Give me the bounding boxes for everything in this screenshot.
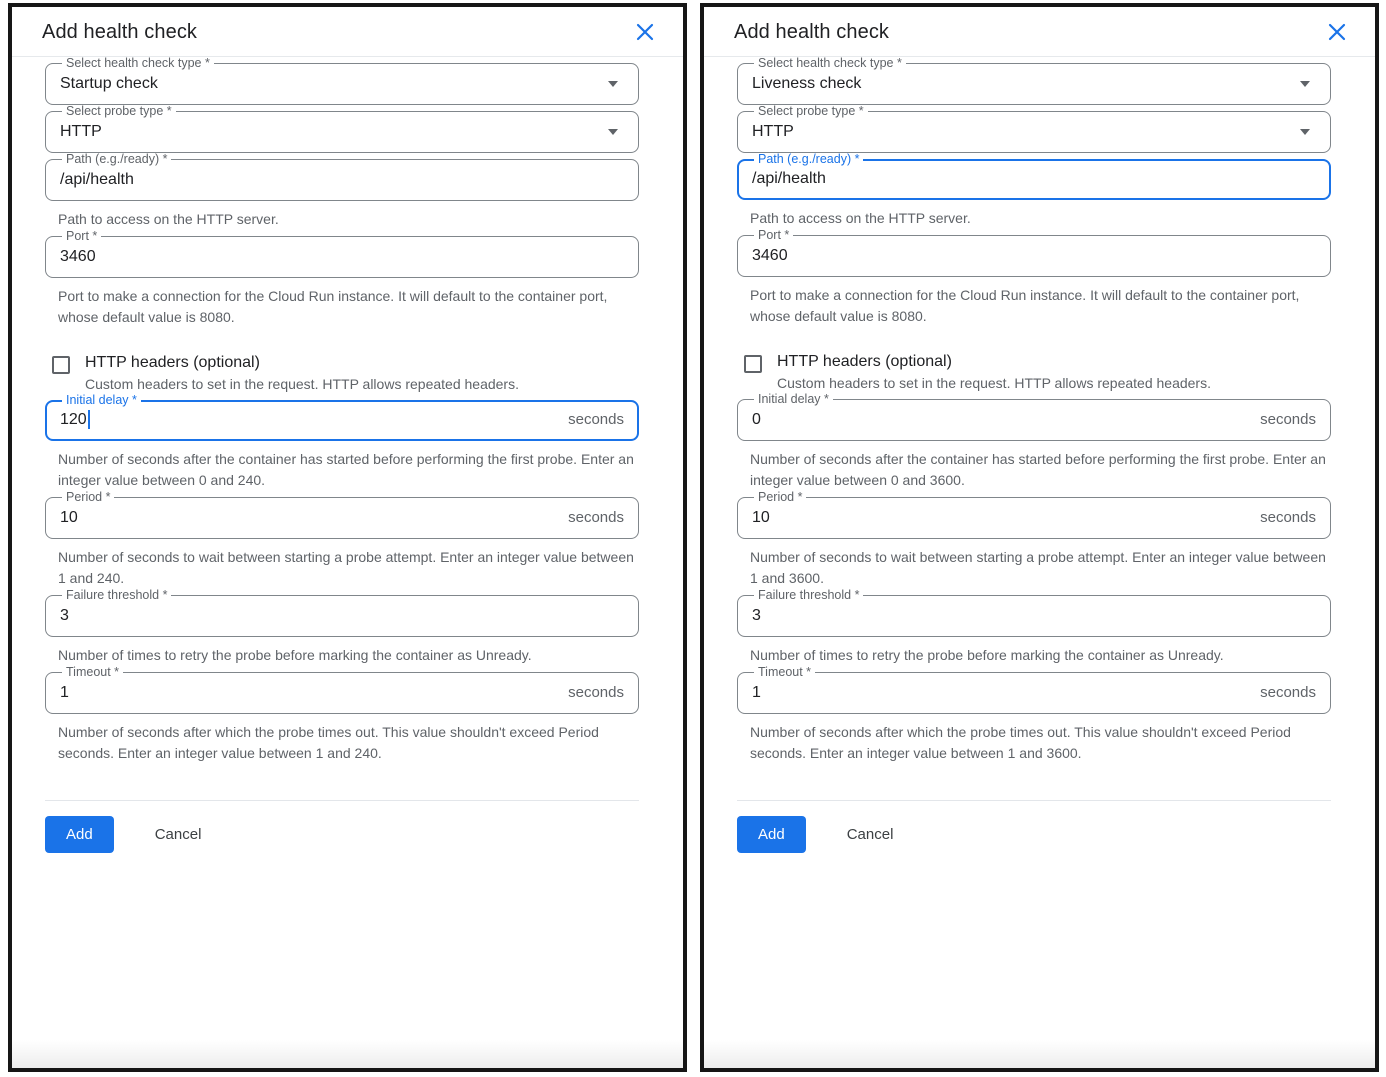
field-suffix: seconds: [1260, 509, 1316, 526]
field-label: Select probe type *: [758, 104, 864, 118]
field-label: Failure threshold *: [66, 588, 168, 602]
http-headers-row: [744, 353, 1331, 393]
health-check-type-select[interactable]: [737, 57, 1331, 105]
field-suffix: seconds: [1260, 684, 1316, 701]
field-helper: Number of times to retry the probe before marking the container as Unready.: [58, 647, 532, 663]
field-helper: Path to access on the HTTP server.: [58, 211, 279, 227]
dialog-title: Add health check: [42, 20, 198, 43]
selected-value: Startup check: [60, 74, 158, 92]
http-headers-checkbox[interactable]: [744, 355, 762, 373]
cancel-button[interactable]: Cancel: [149, 825, 208, 844]
port-input[interactable]: [45, 230, 639, 278]
failure-threshold-input[interactable]: [45, 589, 639, 637]
field-value: 10: [60, 508, 78, 526]
field-label: Path (e.g./ready) *: [66, 152, 168, 166]
initial-delay-input[interactable]: [737, 393, 1331, 441]
timeout-input[interactable]: [737, 666, 1331, 714]
path-input[interactable]: [45, 153, 639, 201]
field-value: /api/health: [60, 170, 134, 188]
checkbox-label: HTTP headers (optional): [85, 354, 260, 371]
field-label: Path (e.g./ready) *: [758, 152, 860, 166]
path-input[interactable]: [737, 153, 1331, 200]
field-label: Port *: [66, 229, 98, 243]
field-label: Failure threshold *: [758, 588, 860, 602]
dialog-header: [704, 7, 1375, 57]
field-value: 1: [60, 683, 69, 701]
dialog-footer: [45, 801, 639, 869]
selected-value: HTTP: [752, 122, 794, 140]
add-button[interactable]: Add: [737, 816, 806, 853]
add-health-check-dialog-startup: [8, 3, 687, 1072]
field-label: Select health check type *: [66, 56, 210, 70]
field-helper: Number of seconds after which the probe times out. This value shouldn't exceed Period seconds. Enter an integer value between 1 and 3600.: [750, 724, 1291, 761]
field-label: Port *: [758, 228, 790, 242]
field-value: 3: [60, 606, 69, 624]
field-helper: Number of seconds to wait between starting a probe attempt. Enter an integer value between 1 and 240.: [58, 549, 634, 586]
panel-bottom-fade: [704, 1040, 1375, 1068]
field-value: 10: [752, 508, 770, 526]
chevron-down-icon: [1300, 81, 1310, 87]
field-value: 1: [752, 683, 761, 701]
chevron-down-icon: [1300, 129, 1310, 135]
chevron-down-icon: [608, 81, 618, 87]
probe-type-select[interactable]: [45, 105, 639, 153]
health-check-type-select[interactable]: [45, 57, 639, 105]
close-icon[interactable]: [1325, 20, 1349, 44]
text-cursor: [88, 410, 90, 429]
probe-type-select[interactable]: [737, 105, 1331, 153]
field-label: Select health check type *: [758, 56, 902, 70]
dialog-title: Add health check: [734, 20, 890, 43]
close-icon[interactable]: [633, 20, 657, 44]
field-suffix: seconds: [568, 509, 624, 526]
chevron-down-icon: [608, 129, 618, 135]
checkbox-label: HTTP headers (optional): [777, 353, 952, 370]
field-helper: Port to make a connection for the Cloud Run instance. It will default to the container port, whose default value is 8080.: [750, 287, 1300, 324]
field-value: 3460: [60, 247, 96, 265]
field-label: Timeout *: [66, 665, 120, 679]
field-helper: Port to make a connection for the Cloud Run instance. It will default to the container port, whose default value is 8080.: [58, 288, 608, 325]
field-helper: Number of seconds after which the probe times out. This value shouldn't exceed Period seconds. Enter an integer value between 1 and 240.: [58, 724, 599, 761]
field-label: Timeout *: [758, 665, 812, 679]
checkbox-helper: Custom headers to set in the request. HTTP allows repeated headers.: [85, 376, 519, 392]
add-health-check-dialog-liveness: [700, 3, 1379, 1072]
field-label: Initial delay *: [66, 393, 137, 407]
field-value: 120: [60, 410, 87, 428]
field-helper: Number of times to retry the probe before marking the container as Unready.: [750, 647, 1224, 663]
field-label: Initial delay *: [758, 392, 829, 406]
field-value: /api/health: [752, 169, 826, 187]
field-value: 3: [752, 606, 761, 624]
selected-value: HTTP: [60, 122, 102, 140]
field-label: Select probe type *: [66, 104, 172, 118]
add-button[interactable]: Add: [45, 816, 114, 853]
cancel-button[interactable]: Cancel: [841, 825, 900, 844]
field-suffix: seconds: [1260, 411, 1316, 428]
initial-delay-input[interactable]: [45, 394, 639, 441]
field-helper: Number of seconds after the container has started before performing the first probe. Enter an integer value between 0 and 240.: [58, 451, 634, 488]
checkbox-helper: Custom headers to set in the request. HTTP allows repeated headers.: [777, 375, 1211, 391]
dialog-header: [12, 7, 683, 57]
http-headers-checkbox[interactable]: [52, 356, 70, 374]
period-input[interactable]: [45, 491, 639, 539]
period-input[interactable]: [737, 491, 1331, 539]
http-headers-row: [52, 354, 639, 394]
timeout-input[interactable]: [45, 666, 639, 714]
field-label: Period *: [66, 490, 111, 504]
selected-value: Liveness check: [752, 74, 862, 92]
dialog-body: [704, 57, 1375, 1040]
field-label: Period *: [758, 490, 803, 504]
port-input[interactable]: [737, 229, 1331, 277]
failure-threshold-input[interactable]: [737, 589, 1331, 637]
field-value: 3460: [752, 246, 788, 264]
panel-bottom-fade: [12, 1040, 683, 1068]
field-suffix: seconds: [568, 684, 624, 701]
dialog-body: [12, 57, 683, 1040]
field-value: 0: [752, 410, 761, 428]
field-helper: Number of seconds after the container has started before performing the first probe. Enter an integer value between 0 and 3600.: [750, 451, 1326, 488]
field-helper: Number of seconds to wait between starting a probe attempt. Enter an integer value between 1 and 3600.: [750, 549, 1326, 586]
field-suffix: seconds: [568, 411, 624, 428]
dialog-footer: [737, 801, 1331, 869]
field-helper: Path to access on the HTTP server.: [750, 210, 971, 226]
